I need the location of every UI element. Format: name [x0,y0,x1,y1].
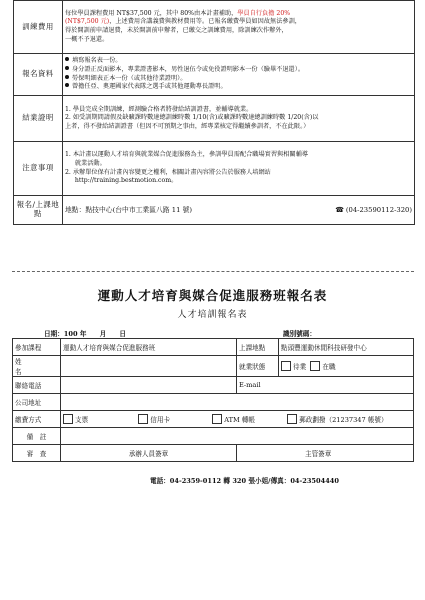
fee-row [14,1,415,54]
notes-content [63,142,415,196]
docs-item: 填寫報名表一份。 [65,57,412,66]
venue-value[interactable]: 點頭豐運動休閒科技研發中心 [279,339,414,356]
course-info-table [13,0,415,225]
remark-label: 備 註 [13,428,61,445]
handler-signature[interactable]: 承辦人員簽章 [61,445,237,462]
address-row [13,394,414,411]
status-employed-label: 在職 [322,363,336,371]
notes-item: http://training.bestmotion.com。 [65,177,178,185]
fee-line-4: 一概不予退還。 [65,35,109,43]
pay-check-label: 支票 [75,416,89,424]
pay-credit-checkbox[interactable] [138,414,148,424]
completion-row [14,96,415,142]
location-phone: (04-23590112-320) [345,205,412,214]
docs-item: 勞保明細表正本一份（或其他待業證明）。 [65,75,412,84]
fee-self-pay: 學員自行負擔 20% [237,9,291,17]
name-row [13,356,414,377]
notes-item: 2. 承辦單位保有計畫內容變更之權利，相關計畫內容將公告於服務人培網站 [65,168,271,176]
remark-row [13,428,414,445]
phone-field[interactable] [61,377,237,394]
payment-options [61,411,414,428]
completion-label: 結業證明 [14,96,63,142]
pay-postal-label: 郵政劃撥（21237347 帳號） [299,416,388,424]
form-id-label: 識別號碼： [283,330,316,338]
docs-item: 曾擔任亞、奧運國家代表隊之選手或其他運動專長證明。 [65,83,412,92]
course-label: 參加課程 [13,339,61,356]
email-field[interactable] [237,377,414,394]
registration-form-table [12,338,414,462]
course-value[interactable]: 運動人才培育與媒合促進服務班 [61,339,237,356]
fee-line-3: 得於開訓前申請退費，未於開訓前申辦者，已繳交之訓練費用，除訓練次作辦外， [65,27,288,34]
bullet-icon [65,57,69,61]
address-label: 公司地址 [13,394,61,411]
docs-label: 報名資料 [14,54,63,96]
pay-postal-checkbox[interactable] [287,414,297,424]
pay-check-checkbox[interactable] [63,414,73,424]
notes-row [14,142,415,196]
notes-label: 注意事項 [14,142,63,196]
review-label: 審 查 [13,445,61,462]
phone-icon: ☎ [335,205,344,214]
pay-atm-label: ATM 轉帳 [224,416,256,424]
form-title: 運動人才培育與媒合促進服務班報名表 [97,288,328,303]
contact-info: 電話：04-2359-0112 轉 320 張小姐/傳真：04-23504440 [150,477,339,485]
bullet-icon [65,83,69,87]
email-label: E-mail [239,381,261,389]
fee-content [63,1,415,54]
payment-label: 繳費方式 [13,411,61,428]
remark-field[interactable] [61,428,414,445]
pay-atm-checkbox[interactable] [212,414,222,424]
form-subtitle: 人才培訓報名表 [177,310,248,320]
cut-line [12,271,414,272]
completion-item: 1. 學員完成全期訓練，經測驗合格者將發給結訓證書，並輔導就業。 [65,105,253,113]
address-field[interactable] [61,394,414,411]
fee-label: 訓練費用 [14,1,63,54]
status-unemployed-label: 待業 [293,363,307,371]
docs-content [63,54,415,96]
bullet-icon [65,75,69,79]
completion-content [63,96,415,142]
status-employed-checkbox[interactable] [310,361,320,371]
venue-label: 上課地點 [237,339,279,356]
notes-item: 1. 本計畫以運動人才培育與就業媒合促進服務為主，參訓學員需配合職場實習與相關輔導 [65,151,308,159]
status-unemployed-checkbox[interactable] [281,361,291,371]
pay-credit-label: 信用卡 [150,416,171,424]
review-row [13,445,414,462]
status-options [279,356,414,377]
location-row [14,196,415,225]
completion-item: 上者，得不發給結訓證書（但因不可預期之事由，經專業核定得繼續參訓者，不在此限。） [65,122,310,130]
phone-row [13,377,414,394]
completion-item: 2. 如受訓期間請假及缺曠課時數達總訓練時數 1/10(含)或曠課時數達總訓練時數 1/20(含)以 [65,114,319,122]
notes-item: 就業活動。 [65,159,106,167]
name-label: 姓 名 [13,356,61,377]
location-address: 地點：點技中心(台中市工業區八路 11 號) [65,205,193,214]
location-content [63,196,415,225]
location-label: 報名/上課地點 [14,196,63,225]
phone-label: 聯絡電話 [13,377,61,394]
form-date: 日期：100 年 月 日 [44,330,126,338]
docs-item: 身分證正反面影本，專業證書影本，男性退伍令或免役證明影本一份（驗畢不退還）。 [65,66,412,75]
supervisor-signature[interactable]: 主管簽章 [237,445,414,462]
bullet-icon [65,66,69,70]
name-field[interactable] [61,356,237,377]
docs-row [14,54,415,96]
fee-line-2: ，上述費用含講義費與教材費用等。已報名繳費學員如因故無法參訓， [109,18,301,26]
fee-self-pay-amount: (NT$7,500 元) [65,18,110,26]
payment-row [13,411,414,428]
course-row [13,339,414,356]
status-label: 就業狀態 [237,356,279,377]
fee-line-1: 每位學員課程費用 NT$37,500 元，其中 80%由本計畫補助， [65,9,238,17]
